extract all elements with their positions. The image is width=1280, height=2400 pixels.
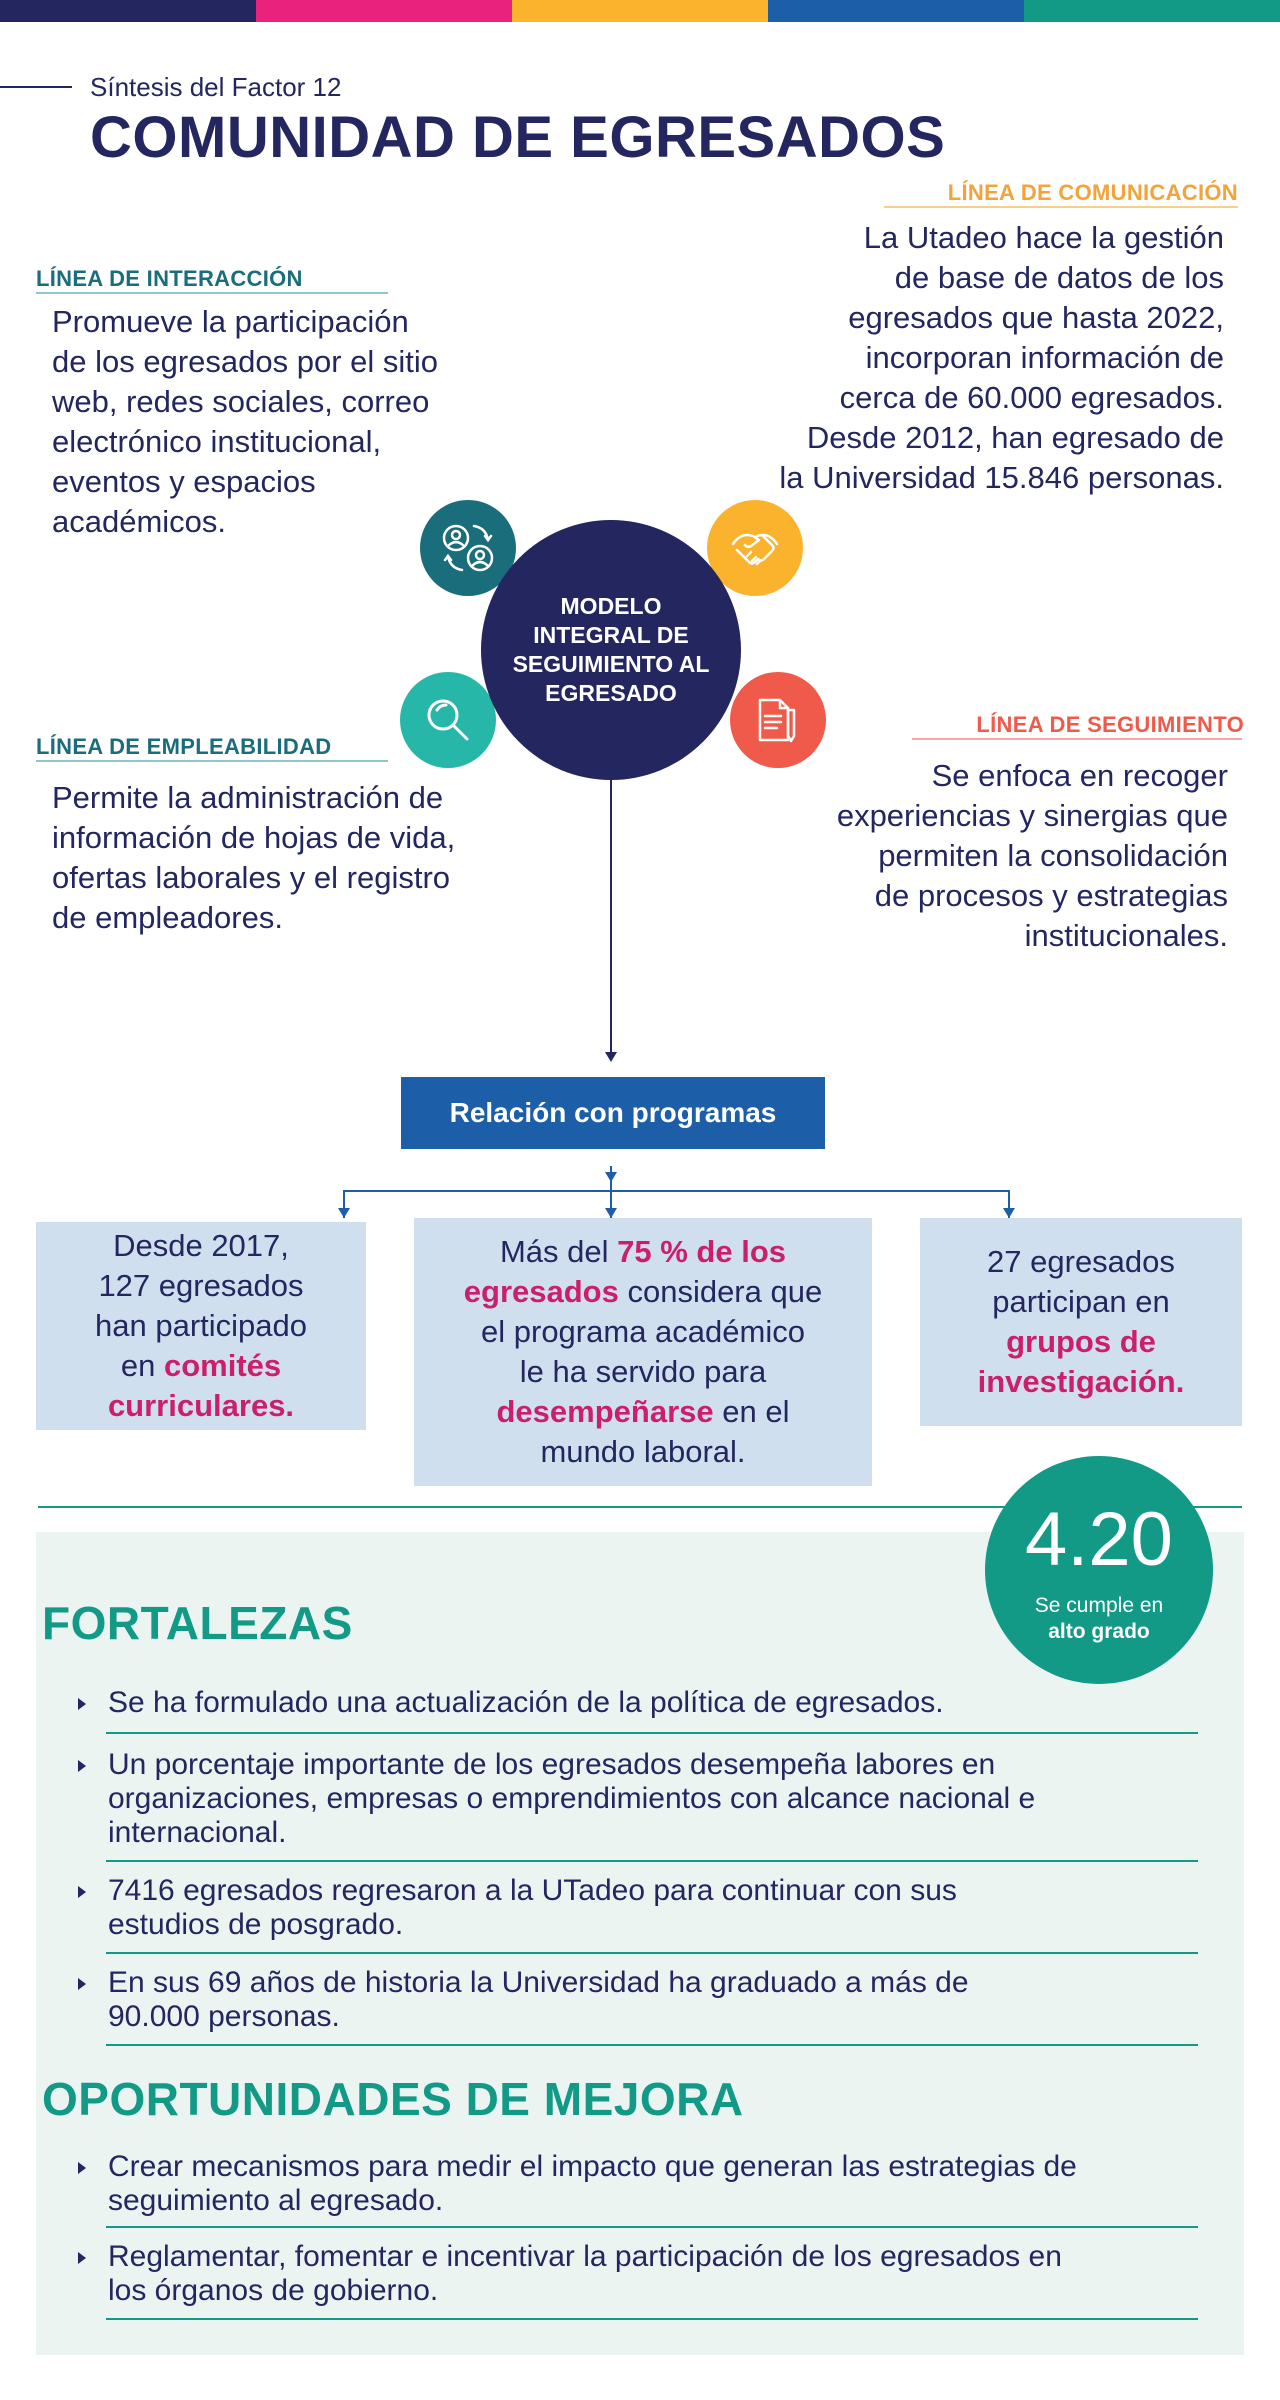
- bullet-arrow-icon: [78, 1886, 86, 1898]
- empleabilidad-heading: LÍNEA DE EMPLEABILIDAD: [36, 734, 332, 759]
- magnifier-icon: [400, 672, 496, 768]
- stat-line: Desde 2017,: [113, 1228, 289, 1263]
- text-line: de base de datos de los: [894, 260, 1224, 295]
- stat-line: han participado: [95, 1308, 307, 1343]
- text-line: Desde 2012, han egresado de: [806, 420, 1224, 455]
- color-segment-teal: [1024, 0, 1280, 22]
- stat-box-comites: [36, 1222, 366, 1430]
- stat-highlight: desempeñarse: [496, 1394, 714, 1429]
- branch-left-arrowhead: [338, 1208, 350, 1218]
- seguimiento-heading: LÍNEA DE SEGUIMIENTO: [976, 712, 1244, 737]
- list-item-text: [108, 1874, 1198, 1942]
- modelo-integral-circle: [481, 520, 741, 780]
- text-line: de empleadores.: [52, 900, 283, 935]
- stat-box-investigacion: [920, 1218, 1242, 1426]
- stat-line: el programa académico: [481, 1314, 805, 1349]
- list-item-rule: [106, 2318, 1198, 2320]
- stat-line: 27 egresados: [987, 1244, 1175, 1279]
- empleabilidad-underline: [36, 760, 388, 762]
- list-item-rule: [106, 1732, 1198, 1734]
- stat-line: [464, 1272, 822, 1312]
- text-line: internacional.: [108, 1816, 287, 1849]
- text-line: Permite la administración de: [52, 780, 444, 815]
- bullet-arrow-icon: [78, 1698, 86, 1710]
- text-line: la Universidad 15.846 personas.: [779, 460, 1224, 495]
- bullet-arrow-icon: [78, 1978, 86, 1990]
- text-line: académicos.: [52, 504, 227, 539]
- text-line: En sus 69 años de historia la Universidad ha graduado a más de: [108, 1966, 969, 1999]
- stat-highlight: comités: [163, 1348, 282, 1383]
- page-title: COMUNIDAD DE EGRESADOS: [90, 105, 946, 170]
- text-line: información de hojas de vida,: [52, 820, 456, 855]
- list-item-rule: [106, 2226, 1198, 2228]
- list-item-rule: [106, 2044, 1198, 2046]
- stat-line: 127 egresados: [98, 1268, 304, 1303]
- text-line: 7416 egresados regresaron a la UTadeo para continuar con sus: [108, 1874, 957, 1907]
- text-line: web, redes sociales, correo: [52, 384, 430, 419]
- modelo-integral-label: MODELO INTEGRAL DE SEGUIMIENTO AL EGRESADO: [512, 593, 710, 706]
- branch-middle-arrowhead: [605, 1208, 617, 1218]
- score-caption: Se cumple en: [1034, 1594, 1164, 1617]
- comunicacion-text: [704, 218, 1224, 498]
- branch-right-arrowhead: [1003, 1208, 1015, 1218]
- list-item-text: [108, 2240, 1198, 2308]
- text-line: institucionales.: [1024, 918, 1228, 953]
- color-segment-navy: [0, 0, 256, 22]
- bullet-arrow-icon: [78, 2162, 86, 2174]
- page-subtitle: Síntesis del Factor 12: [90, 72, 342, 102]
- text-line: permiten la consolidación: [878, 838, 1228, 873]
- interaccion-underline: [36, 292, 388, 294]
- text-line: de procesos y estrategias: [874, 878, 1228, 913]
- branch-line: [343, 1190, 1010, 1192]
- list-item-text: [108, 2150, 1198, 2218]
- branch-stem-arrowhead: [605, 1172, 617, 1182]
- stat-highlight: 75 % de los: [617, 1234, 786, 1269]
- text-line: estudios de posgrado.: [108, 1908, 404, 1941]
- score-badge: [985, 1456, 1213, 1684]
- stat-box-desempeno: [414, 1218, 872, 1486]
- seguimiento-text: [708, 756, 1228, 956]
- seguimiento-underline: [912, 738, 1242, 740]
- score-grade: alto grado: [1048, 1620, 1150, 1643]
- stat-highlight: grupos de: [1006, 1324, 1156, 1359]
- list-item-rule: [106, 1952, 1198, 1954]
- text-line: organizaciones, empresas o emprendimientos con alcance nacional e: [108, 1782, 1036, 1815]
- relacion-programas-box: [401, 1077, 825, 1149]
- text-line: egresados que hasta 2022,: [848, 300, 1224, 335]
- text-line: los órganos de gobierno.: [108, 2274, 439, 2307]
- text-line: incorporan información de: [865, 340, 1224, 375]
- subtitle-rule: [0, 86, 72, 88]
- comunicacion-underline: [884, 206, 1238, 208]
- stat-text: considera que: [618, 1274, 823, 1309]
- stat-text: en el: [713, 1394, 790, 1429]
- list-item-rule: [106, 1860, 1198, 1862]
- stat-text: Más del: [499, 1234, 618, 1269]
- stat-line: [464, 1392, 822, 1432]
- text-line: 90.000 personas.: [108, 2000, 340, 2033]
- stat-line: [95, 1346, 307, 1386]
- color-segment-yellow: [512, 0, 768, 22]
- stat-highlight: egresados: [463, 1274, 619, 1309]
- text-line: eventos y espacios: [52, 464, 316, 499]
- relacion-programas-label: Relación con programas: [449, 1097, 777, 1128]
- text-line: Reglamentar, fomentar e incentivar la participación de los egresados en: [108, 2240, 1062, 2273]
- stat-text: en: [120, 1348, 164, 1383]
- text-line: Un porcentaje importante de los egresados desempeña labores en: [108, 1748, 996, 1781]
- text-line: Se enfoca en recoger: [931, 758, 1228, 793]
- text-line: experiencias y sinergias que: [836, 798, 1228, 833]
- color-segment-blue: [768, 0, 1024, 22]
- bullet-arrow-icon: [78, 2252, 86, 2264]
- stat-line: [464, 1232, 822, 1272]
- stat-line: mundo laboral.: [540, 1434, 746, 1469]
- text-line: Se ha formulado una actualización de la política de egresados.: [108, 1686, 944, 1719]
- text-line: La Utadeo hace la gestión: [863, 220, 1224, 255]
- stat-highlight: curriculares.: [107, 1388, 295, 1423]
- bullet-arrow-icon: [78, 1760, 86, 1772]
- stat-line: participan en: [992, 1284, 1170, 1319]
- score-value: 4.20: [1025, 1497, 1173, 1582]
- document-pen-icon: [730, 672, 826, 768]
- stat-highlight: investigación.: [977, 1364, 1185, 1399]
- interaccion-heading: LÍNEA DE INTERACCIÓN: [36, 266, 303, 291]
- oportunidades-title: OPORTUNIDADES DE MEJORA: [42, 2073, 744, 2125]
- empleabilidad-text: [52, 778, 532, 938]
- color-segment-pink: [256, 0, 512, 22]
- text-line: ofertas laborales y el registro: [52, 860, 451, 895]
- text-line: electrónico institucional,: [52, 424, 382, 459]
- text-line: Crear mecanismos para medir el impacto que generan las estrategias de: [108, 2150, 1077, 2183]
- text-line: de los egresados por el sitio: [52, 344, 439, 379]
- stat-line: le ha servido para: [519, 1354, 767, 1389]
- text-line: Promueve la participación: [52, 304, 409, 339]
- list-item-text: [108, 1966, 1198, 2034]
- text-line: seguimiento al egresado.: [108, 2184, 444, 2217]
- text-line: cerca de 60.000 egresados.: [839, 380, 1224, 415]
- top-color-bar: [0, 0, 1280, 22]
- connector-line: [610, 780, 612, 1054]
- list-item-text: [108, 1748, 1198, 1850]
- fortalezas-title: FORTALEZAS: [42, 1597, 353, 1649]
- comunicacion-heading: LÍNEA DE COMUNICACIÓN: [947, 180, 1238, 205]
- connector-arrowhead: [605, 1052, 617, 1062]
- list-item-text: [108, 1686, 1198, 1720]
